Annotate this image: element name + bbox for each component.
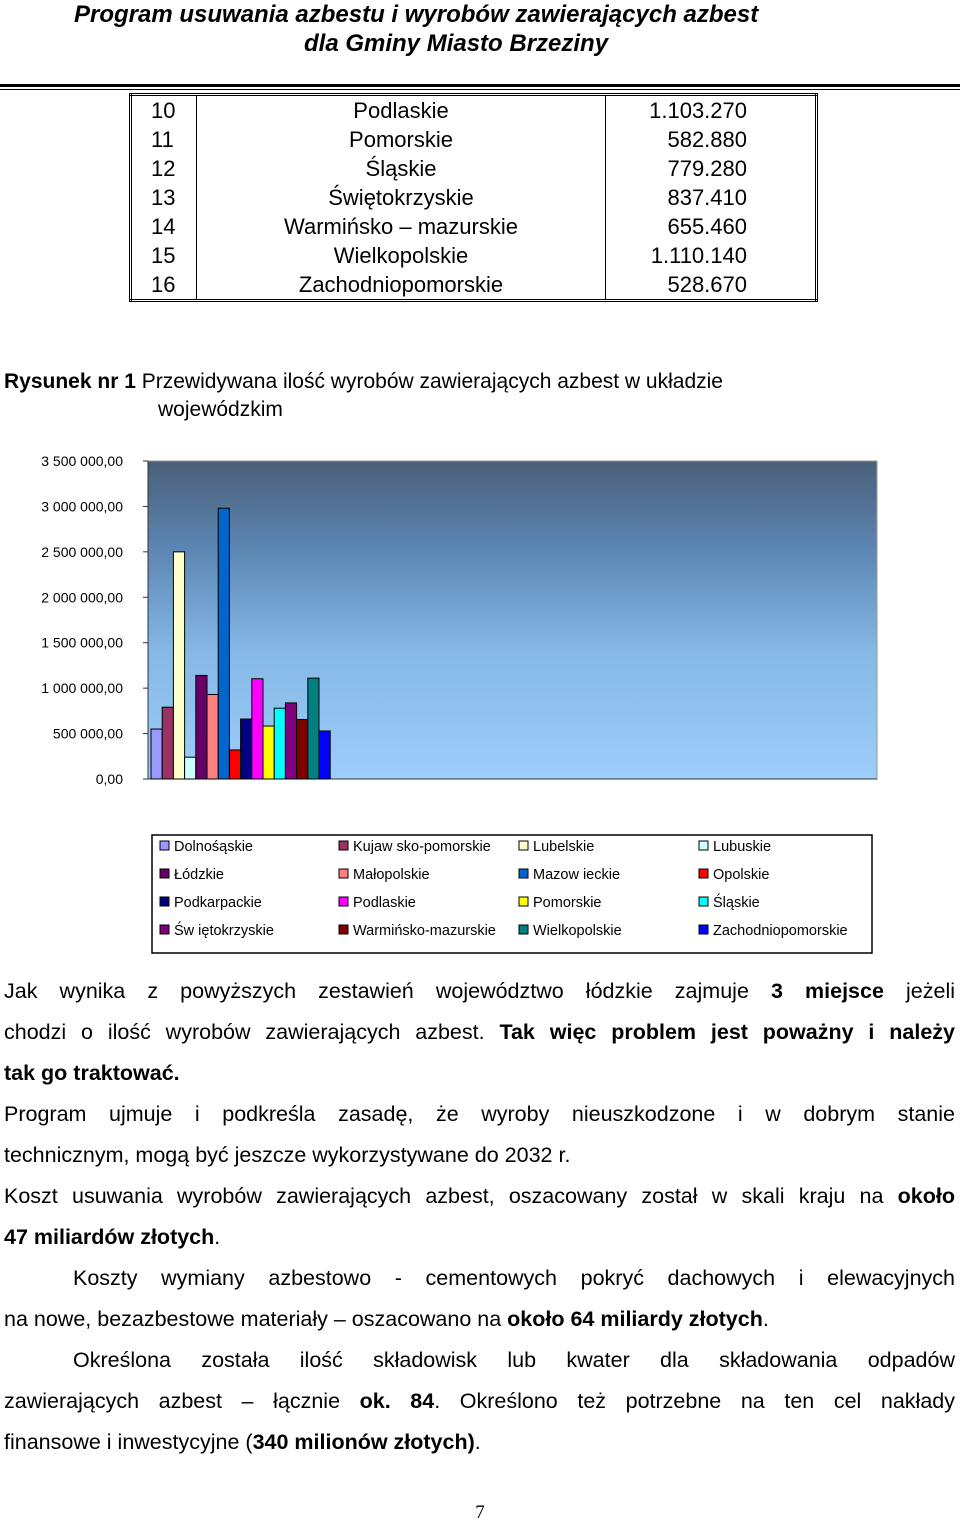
paragraph-line: Określona została ilość składowisk lub kwater dla składowania odpadów (73, 1348, 955, 1372)
text-run: finansowe i inwestycyjne ( (4, 1430, 253, 1454)
legend-label: Św iętokrzyskie (174, 923, 274, 939)
table-row (131, 212, 817, 241)
legend-label: Wielkopolskie (533, 923, 622, 939)
paragraph-line (4, 1381, 955, 1422)
legend-label: Kujaw sko-pomorskie (353, 839, 491, 855)
row-name: Zachodniopomorskie (197, 270, 606, 301)
row-value: 582.880 (606, 125, 817, 154)
bar (207, 695, 218, 779)
row-value: 779.280 (606, 154, 817, 183)
legend-label: Małopolskie (353, 867, 430, 883)
bar (308, 678, 319, 779)
text-run: zawierających azbest – łącznie (4, 1389, 360, 1413)
paragraph-line: technicznym, mogą być jeszcze wykorzystywane do 2032 r. (4, 1143, 571, 1167)
bar (241, 719, 252, 779)
legend-swatch (699, 925, 708, 934)
legend-swatch (160, 869, 169, 878)
page-number: 7 (475, 1502, 485, 1523)
caption-label: Rysunek nr 1 (4, 370, 136, 393)
header-rule (0, 84, 960, 87)
legend-label: Lubuskie (713, 839, 772, 855)
legend-label: Mazow ieckie (533, 867, 621, 883)
bar (229, 750, 240, 779)
caption-text-cont: wojewódzkim (158, 398, 283, 421)
legend-label: Opolskie (713, 867, 770, 883)
legend-label: Lubelskie (533, 839, 595, 855)
paragraph-line (4, 1176, 955, 1217)
bar (252, 679, 263, 779)
header-title-line2: dla Gminy Miasto Brzeziny (304, 30, 609, 57)
legend-label: Podkarpackie (174, 895, 262, 911)
legend-swatch (519, 925, 528, 934)
text-run: jeżeli (883, 979, 956, 1003)
table-row (131, 154, 817, 183)
row-value: 528.670 (606, 270, 817, 301)
legend-swatch (519, 869, 528, 878)
legend-label: Podlaskie (353, 895, 416, 911)
row-number: 10 (131, 95, 197, 126)
text-run: chodzi o ilość wyrobów zawierających azbest. (4, 1020, 500, 1044)
row-value: 655.460 (606, 212, 817, 241)
y-tick-label: 3 000 000,00 (41, 498, 123, 515)
row-number: 11 (131, 125, 197, 154)
paragraph-line (4, 1012, 955, 1053)
bar (263, 726, 274, 779)
legend-swatch (519, 841, 528, 850)
bar (173, 552, 184, 779)
bar (297, 719, 308, 779)
row-number: 12 (131, 154, 197, 183)
legend-swatch (699, 841, 708, 850)
bar (196, 675, 207, 779)
row-name: Podlaskie (197, 95, 606, 126)
y-tick-label: 0,00 (95, 771, 123, 787)
row-name: Warmińsko – mazurskie (197, 212, 606, 241)
text-run: na nowe, bezazbestowe materiały – oszacowano na (4, 1307, 508, 1331)
paragraph-line (4, 971, 955, 1012)
row-number: 13 (131, 183, 197, 212)
text-run-bold: 3 miejsce (770, 979, 884, 1003)
header-rule-thin (0, 89, 960, 90)
text-run: Jak wynika z powyższych zestawień województwo łódzkie zajmuje (4, 979, 771, 1003)
legend-swatch (339, 897, 348, 906)
row-value: 1.103.270 (606, 95, 817, 126)
row-number: 16 (131, 270, 197, 301)
text-run-bold: około 64 miliardy złotych (507, 1307, 763, 1331)
table-row (131, 125, 817, 154)
caption-text: Przewidywana ilość wyrobów zawierających azbest w układzie (135, 370, 723, 393)
y-tick-label: 3 500 000,00 (41, 453, 123, 469)
legend-label: Śląskie (713, 895, 760, 911)
row-value: 1.110.140 (606, 241, 817, 270)
text-run: . (474, 1430, 481, 1454)
figure-caption (4, 368, 723, 421)
legend-label: Zachodniopomorskie (713, 923, 848, 939)
row-number: 15 (131, 241, 197, 270)
text-run: . (214, 1225, 221, 1249)
y-tick-label: 2 000 000,00 (41, 589, 123, 606)
legend-swatch (339, 841, 348, 850)
legend-swatch (160, 925, 169, 934)
table-row (131, 270, 817, 301)
paragraph-5 (4, 1340, 955, 1463)
bar (218, 508, 229, 779)
legend-swatch (339, 869, 348, 878)
legend-swatch (699, 897, 708, 906)
row-name: Pomorskie (197, 125, 606, 154)
paragraph-line (4, 1217, 955, 1258)
bar (151, 729, 162, 779)
legend-swatch (160, 897, 169, 906)
row-name: Świętokrzyskie (197, 183, 606, 212)
paragraph-3 (4, 1176, 955, 1258)
row-name: Śląskie (197, 154, 606, 183)
y-tick-label: 1 500 000,00 (41, 634, 123, 651)
voivodeship-table (129, 93, 818, 302)
bar (285, 703, 296, 779)
bar-chart (0, 440, 960, 955)
text-run-bold: około (897, 1184, 955, 1208)
y-tick-label: 2 500 000,00 (41, 543, 123, 560)
text-run: . Określono też potrzebne na ten cel nakłady (434, 1389, 955, 1413)
text-run-bold: Tak więc problem jest poważny i należy (499, 1020, 955, 1044)
table-row (131, 241, 817, 270)
row-number: 14 (131, 212, 197, 241)
text-run-bold: 47 miliardów złotych (4, 1225, 215, 1249)
legend-swatch (339, 925, 348, 934)
paragraph-line (4, 1422, 955, 1463)
paragraph-1 (4, 971, 955, 1094)
legend-label: Dolnośąskie (174, 839, 253, 855)
bar (274, 708, 285, 779)
y-tick-label: 500 000,00 (52, 725, 123, 742)
legend-label: Warmińsko-mazurskie (353, 923, 496, 939)
paragraph-2 (4, 1094, 955, 1176)
row-name: Wielkopolskie (197, 241, 606, 270)
paragraph-line: Koszty wymiany azbestowo - cementowych pokryć dachowych i elewacyjnych (73, 1266, 955, 1290)
row-value: 837.410 (606, 183, 817, 212)
y-tick-label: 1 000 000,00 (41, 680, 123, 697)
bar (185, 757, 196, 779)
legend-swatch (699, 869, 708, 878)
text-run-bold: 340 milionów złotych) (252, 1430, 475, 1454)
legend-label: Pomorskie (533, 895, 602, 911)
paragraph-4 (4, 1258, 955, 1340)
text-run-bold: tak go traktować. (4, 1061, 180, 1085)
bar (162, 707, 173, 779)
paragraph-line (4, 1053, 955, 1094)
table-row (131, 95, 817, 126)
text-run-bold: ok. 84 (359, 1389, 435, 1413)
text-run: Koszt usuwania wyrobów zawierających azbest, oszacowany został w skali kraju na (4, 1184, 898, 1208)
paragraph-line (4, 1299, 955, 1340)
paragraph-line: Program ujmuje i podkreśla zasadę, że wyroby nieuszkodzone i w dobrym stanie (4, 1102, 955, 1126)
text-run: . (762, 1307, 769, 1331)
legend-label: Łódzkie (174, 867, 224, 883)
bar (319, 731, 330, 779)
legend-swatch (519, 897, 528, 906)
table-row (131, 183, 817, 212)
header-title-line1: Program usuwania azbestu i wyrobów zawierających azbest (74, 1, 759, 28)
legend-swatch (160, 841, 169, 850)
